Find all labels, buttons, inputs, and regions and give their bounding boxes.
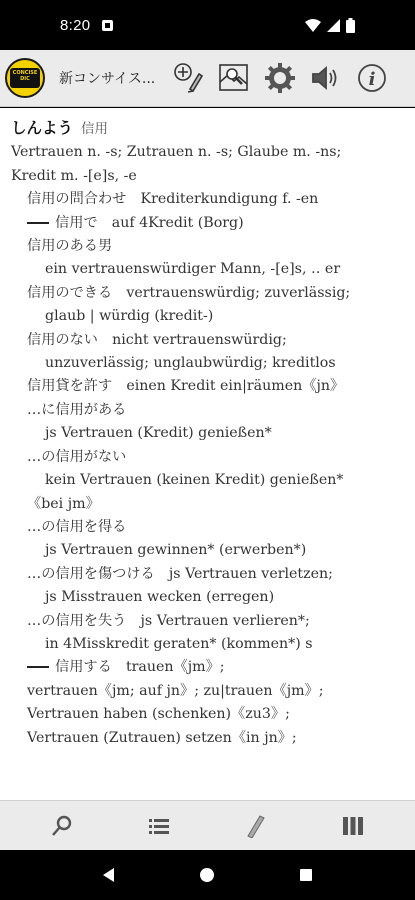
entry-content [0, 108, 415, 800]
example-line: …の信用を失う js Vertrauen verlieren*; [27, 612, 310, 629]
dash-mark [27, 666, 49, 668]
example-line: ein vertrauenswürdiger Mann, -[e]s, ‥ er [45, 261, 341, 278]
wifi-icon [305, 19, 321, 32]
example-line: 信用のない nicht vertrauenswürdig; [27, 331, 287, 348]
example-line: kein Vertrauen (keinen Kredit) genießen* [45, 472, 344, 489]
example-line: …の信用がない [27, 448, 127, 465]
battery-icon [346, 18, 355, 33]
example-line: 信用のある男 [27, 238, 113, 255]
example-text: 信用する trauen《jm》; [55, 659, 225, 676]
pen-icon[interactable] [242, 812, 270, 840]
notification-icon [102, 20, 113, 31]
status-time: 8:20 [60, 16, 91, 34]
example-line: 信用貸を許す einen Kredit ein|räumen《jn》 [27, 378, 345, 395]
definition-line: Vertrauen n. -s; Zutrauen n. -s; Glaube m. -ns; [11, 144, 342, 161]
example-line: in 4Misskredit geraten* (kommen*) s [45, 635, 313, 652]
dictionary-logo[interactable]: CONCISE DIC [5, 58, 45, 98]
definition-line: Kredit m. -[e]s, -e [11, 167, 137, 184]
list-icon[interactable] [145, 812, 173, 840]
example-line: glaub | würdig (kredit-) [45, 308, 214, 325]
speaker-icon[interactable] [309, 61, 343, 95]
example-line: 《bei jm》 [27, 495, 100, 512]
example-line: unzuverlässig; unglaubwürdig; kreditlos [45, 355, 336, 372]
headword: しんよう [11, 119, 74, 137]
home-icon[interactable] [187, 855, 227, 895]
add-note-icon[interactable] [171, 61, 205, 95]
example-line: js Misstrauen wecken (erregen) [45, 589, 275, 606]
example-line: 信用のできる vertrauenswürdig; zuverlässig; [27, 284, 351, 301]
columns-icon[interactable] [339, 812, 367, 840]
example-line: …に信用がある [27, 401, 127, 418]
app-toolbar [0, 50, 415, 107]
status-bar [0, 0, 415, 50]
entry-header [11, 117, 407, 141]
example-line [11, 212, 407, 235]
example-line: vertrauen《jm; auf jn》; zu|trauen《jm》; [27, 682, 324, 699]
system-nav-bar [0, 850, 415, 900]
example-line: Vertrauen (Zutrauen) setzen《in jn》; [27, 729, 297, 746]
back-icon[interactable] [89, 855, 129, 895]
dictionary-title[interactable]: 新コンサイス... [59, 71, 156, 87]
example-line: …の信用を得る [27, 518, 127, 535]
search-icon[interactable] [48, 812, 76, 840]
example-line: js Vertrauen gewinnen* (erwerben*) [45, 542, 307, 559]
settings-icon[interactable] [263, 61, 297, 95]
example-line: …の信用を傷つける js Vertrauen verletzen; [27, 565, 333, 582]
example-line: 信用の問合わせ Krediterkundigung f. -en [27, 191, 319, 208]
bottom-toolbar [0, 800, 415, 850]
signal-icon [327, 19, 340, 32]
headword-kanji: 信用 [81, 121, 109, 137]
recents-icon[interactable] [286, 855, 326, 895]
example-text: 信用で auf 4Kredit (Borg) [55, 214, 244, 231]
example-line: Vertrauen haben (schenken)《zu3》; [27, 706, 290, 723]
svg-text:i: i [368, 69, 376, 90]
image-search-icon[interactable] [217, 61, 251, 95]
dash-mark [27, 222, 49, 224]
example-line: js Vertrauen (Kredit) genießen* [45, 425, 272, 442]
example-line [11, 656, 407, 679]
info-icon[interactable] [355, 61, 389, 95]
